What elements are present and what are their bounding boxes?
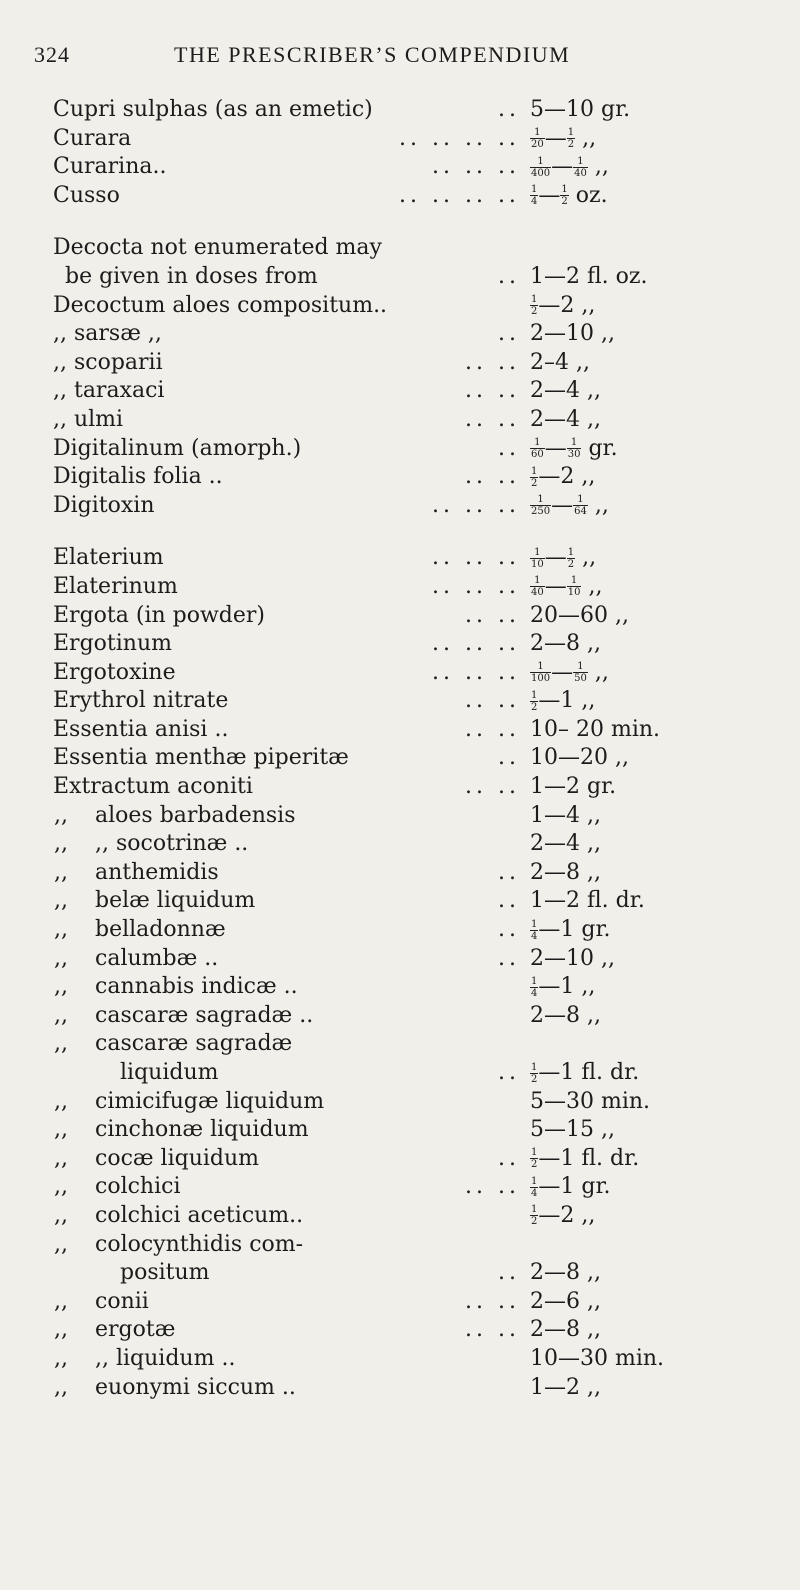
table-row xyxy=(0,1202,800,1231)
dose-value: 2—8 ,, xyxy=(530,1260,601,1286)
ditto-mark: ,, xyxy=(54,1288,68,1314)
dose-value: $\frac{1}{250}$ — $\frac{1}{64}$ ,, xyxy=(531,492,609,518)
table-row xyxy=(0,573,800,602)
dose-value: 2—4 ,, xyxy=(530,831,601,857)
entry-name: Digitoxin xyxy=(53,492,155,518)
dose-value: $\frac{1}{4}$ —1 gr. xyxy=(531,1174,611,1200)
table-row xyxy=(0,830,800,859)
leader-dots: .. xyxy=(498,1060,520,1085)
ditto-mark: ,, xyxy=(54,974,68,1000)
entry-name: calumbæ .. xyxy=(95,945,219,971)
table-row xyxy=(0,377,800,406)
table-row xyxy=(0,153,800,182)
ditto-mark: ,, xyxy=(54,945,68,971)
table-row xyxy=(0,1173,800,1202)
dose-value: 2—6 ,, xyxy=(530,1288,601,1314)
entry-name: conii xyxy=(95,1288,149,1314)
entry-name: belæ liquidum xyxy=(95,888,256,914)
entry-name: anthemidis xyxy=(95,859,219,885)
leader-dots: .. .. xyxy=(465,716,520,742)
entry-name: Decocta not enumerated may xyxy=(53,235,382,261)
dose-value: 2—8 ,, xyxy=(530,859,601,885)
leader-dots: .. xyxy=(498,263,520,289)
table-row xyxy=(0,1374,800,1403)
table-row xyxy=(0,292,800,321)
leader-dots: .. xyxy=(498,97,520,122)
table-row xyxy=(0,1088,800,1117)
ditto-mark: ,, xyxy=(54,1174,68,1200)
leader-dots: .. .. xyxy=(465,349,520,375)
entry-name: belladonnæ xyxy=(95,917,226,943)
entry-name: colchici xyxy=(95,1174,181,1200)
leader-dots: .. xyxy=(498,745,520,771)
leader-dots: .. .. xyxy=(465,688,520,714)
leader-dots: .. .. .. xyxy=(432,545,520,571)
dose-value: $\frac{1}{4}$ — $\frac{1}{2}$ oz. xyxy=(531,182,608,208)
entry-name: euonymi siccum .. xyxy=(95,1374,296,1400)
table-row xyxy=(0,945,800,974)
table-row xyxy=(0,630,800,659)
table-row xyxy=(0,435,800,464)
table-row xyxy=(0,234,800,263)
dose-value: $\frac{1}{40}$ — $\frac{1}{10}$ ,, xyxy=(531,573,603,599)
entry-name: be given in doses from xyxy=(65,263,318,289)
leader-dots: .. xyxy=(498,859,520,885)
table-row xyxy=(0,802,800,831)
table-row xyxy=(0,1145,800,1174)
table-row xyxy=(0,687,800,716)
entry-name: cascaræ sagradæ .. xyxy=(95,1002,314,1028)
ditto-mark: ,, xyxy=(54,1031,68,1057)
entry-name: Digitalinum (amorph.) xyxy=(53,435,302,461)
entry-name: Curarina.. xyxy=(53,154,167,180)
entry-name: ,, socotrinæ .. xyxy=(95,831,249,857)
dose-value: $\frac{1}{2}$ —1 fl. dr. xyxy=(531,1145,640,1171)
entry-name: Extractum aconiti xyxy=(53,774,253,800)
entry-name: Digitalis folia .. xyxy=(53,464,223,490)
table-row xyxy=(0,1259,800,1288)
dose-value: $\frac{1}{400}$ — $\frac{1}{40}$ ,, xyxy=(531,154,609,180)
table-row xyxy=(0,406,800,435)
dose-value: 2—8 ,, xyxy=(530,1002,601,1028)
leader-dots: .. .. xyxy=(465,406,520,432)
ditto-mark: ,, xyxy=(54,1231,68,1257)
entry-name: ,, liquidum .. xyxy=(95,1345,236,1371)
ditto-mark: ,, xyxy=(54,802,68,828)
leader-dots: .. .. .. .. xyxy=(399,182,520,208)
entry-name: Decoctum aloes compositum.. xyxy=(53,292,388,318)
entry-name: Essentia menthæ piperitæ xyxy=(53,745,349,771)
table-row xyxy=(0,1316,800,1345)
dose-value: 2—10 ,, xyxy=(530,321,615,347)
dose-value: 5—30 min. xyxy=(530,1088,651,1114)
table-row xyxy=(0,602,800,631)
leader-dots: .. .. xyxy=(465,602,520,628)
entry-name: colchici aceticum.. xyxy=(95,1202,304,1228)
ditto-mark: ,, xyxy=(54,1145,68,1171)
leader-dots: .. .. .. xyxy=(432,573,520,599)
entry-name: aloes barbadensis xyxy=(95,802,296,828)
entry-name: Ergotoxine xyxy=(53,659,176,685)
entry-name: Essentia anisi .. xyxy=(53,716,229,742)
entry-name: cimicifugæ liquidum xyxy=(95,1088,325,1114)
table-row xyxy=(0,1030,800,1059)
entry-name: cascaræ sagradæ xyxy=(95,1031,293,1057)
table-row xyxy=(0,96,800,125)
leader-dots: .. .. .. xyxy=(432,659,520,685)
leader-dots: .. .. xyxy=(465,1174,520,1200)
entry-name: liquidum xyxy=(120,1060,219,1085)
dose-value: $\frac{1}{60}$ — $\frac{1}{30}$ gr. xyxy=(531,435,618,461)
ditto-mark: ,, xyxy=(54,1002,68,1028)
table-row xyxy=(0,1002,800,1031)
dose-table xyxy=(0,96,800,1402)
entry-name: Curara xyxy=(53,125,132,151)
dose-value: $\frac{1}{2}$ —1 fl. dr. xyxy=(531,1060,640,1085)
leader-dots: .. xyxy=(498,1260,520,1286)
dose-value: 2—4 ,, xyxy=(530,406,601,432)
entry-name: Cupri sulphas (as an emetic) xyxy=(53,97,373,122)
table-row xyxy=(0,463,800,492)
dose-value: 10– 20 min. xyxy=(530,716,661,742)
ditto-mark: ,, xyxy=(54,1317,68,1343)
dose-value: 10—20 ,, xyxy=(530,745,629,771)
dose-value: 5—10 gr. xyxy=(530,97,631,122)
ditto-mark: ,, xyxy=(54,917,68,943)
table-row xyxy=(0,1059,800,1088)
table-row xyxy=(0,1288,800,1317)
table-row xyxy=(0,659,800,688)
table-row xyxy=(0,492,800,521)
ditto-mark: ,, xyxy=(54,859,68,885)
ditto-mark: ,, xyxy=(54,888,68,914)
table-row xyxy=(0,125,800,154)
table-row xyxy=(0,349,800,378)
leader-dots: .. .. xyxy=(465,378,520,404)
leader-dots: .. xyxy=(498,1145,520,1171)
table-row xyxy=(0,973,800,1002)
ditto-mark: ,, xyxy=(54,831,68,857)
dose-value: $\frac{1}{2}$ —2 ,, xyxy=(531,464,596,490)
dose-value: $\frac{1}{2}$ —2 ,, xyxy=(531,1202,596,1228)
dose-value: $\frac{1}{2}$ —1 ,, xyxy=(531,688,596,714)
entry-name: cannabis indicæ .. xyxy=(95,974,298,1000)
table-row xyxy=(0,744,800,773)
table-row xyxy=(0,916,800,945)
table-row xyxy=(0,1345,800,1374)
ditto-mark: ,, xyxy=(54,1202,68,1228)
table-row xyxy=(0,887,800,916)
entry-name: colocynthidis com- xyxy=(95,1231,304,1257)
entry-name: cocæ liquidum xyxy=(95,1145,260,1171)
dose-value: 20—60 ,, xyxy=(530,602,629,628)
dose-value: $\frac{1}{4}$ —1 gr. xyxy=(531,917,611,943)
dose-value: 1—2 gr. xyxy=(530,774,617,800)
dose-value: $\frac{1}{20}$ — $\frac{1}{2}$ ,, xyxy=(531,125,597,151)
dose-value: 1—2 fl. dr. xyxy=(530,888,645,914)
entry-name: ,, ulmi xyxy=(53,406,124,432)
dose-value: $\frac{1}{10}$ — $\frac{1}{2}$ ,, xyxy=(531,545,597,571)
entry-name: Elaterinum xyxy=(53,573,178,599)
entry-name: Cusso xyxy=(53,182,120,208)
leader-dots: .. xyxy=(498,321,520,347)
leader-dots: .. .. xyxy=(465,1317,520,1343)
leader-dots: .. xyxy=(498,435,520,461)
leader-dots: .. .. xyxy=(465,774,520,800)
ditto-mark: ,, xyxy=(54,1088,68,1114)
dose-value: 1—2 fl. oz. xyxy=(530,263,648,289)
table-row xyxy=(0,773,800,802)
dose-value: 1—2 ,, xyxy=(530,1374,601,1400)
leader-dots: .. .. .. xyxy=(432,631,520,657)
dose-value: 2—10 ,, xyxy=(530,945,615,971)
dose-value: 2—8 ,, xyxy=(530,1317,601,1343)
entry-name: Elaterium xyxy=(53,545,164,571)
page-header xyxy=(34,42,794,72)
dose-value: $\frac{1}{100}$ — $\frac{1}{50}$ ,, xyxy=(531,659,609,685)
entry-name: ,, scoparii xyxy=(53,349,163,375)
leader-dots: .. xyxy=(498,917,520,943)
leader-dots: .. xyxy=(498,945,520,971)
ditto-mark: ,, xyxy=(54,1374,68,1400)
dose-value: 2—4 ,, xyxy=(530,378,601,404)
dose-value: 10—30 min. xyxy=(530,1345,665,1371)
dose-value: 2—8 ,, xyxy=(530,631,601,657)
ditto-mark: ,, xyxy=(54,1117,68,1143)
page-number: 324 xyxy=(34,42,70,67)
entry-name: ergotæ xyxy=(95,1317,176,1343)
leader-dots: .. xyxy=(498,888,520,914)
entry-name: positum xyxy=(120,1260,210,1286)
leader-dots: .. .. xyxy=(465,1288,520,1314)
entry-name: Ergotinum xyxy=(53,631,172,657)
table-row xyxy=(0,320,800,349)
leader-dots: .. .. .. xyxy=(432,492,520,518)
ditto-mark: ,, xyxy=(54,1345,68,1371)
table-row xyxy=(0,859,800,888)
table-row xyxy=(0,1116,800,1145)
table-row xyxy=(0,263,800,292)
entry-name: cinchonæ liquidum xyxy=(95,1117,309,1143)
table-row xyxy=(0,716,800,745)
entry-name: ,, sarsæ ,, xyxy=(53,321,162,347)
leader-dots: .. .. .. .. xyxy=(399,125,520,151)
leader-dots: .. .. xyxy=(465,464,520,490)
dose-value: $\frac{1}{2}$ —2 ,, xyxy=(531,292,596,318)
leader-dots: .. .. .. xyxy=(432,154,520,180)
entry-name: ,, taraxaci xyxy=(53,378,165,404)
dose-value: $\frac{1}{4}$ —1 ,, xyxy=(531,974,596,1000)
entry-name: Ergota (in powder) xyxy=(53,602,265,628)
running-title: THE PRESCRIBER’S COMPENDIUM xyxy=(174,42,571,67)
dose-value: 1—4 ,, xyxy=(530,802,601,828)
table-row xyxy=(0,1231,800,1260)
table-row xyxy=(0,544,800,573)
dose-value: 5—15 ,, xyxy=(530,1117,615,1143)
entry-name: Erythrol nitrate xyxy=(53,688,229,714)
dose-value: 2–4 ,, xyxy=(530,349,590,375)
table-row xyxy=(0,182,800,211)
